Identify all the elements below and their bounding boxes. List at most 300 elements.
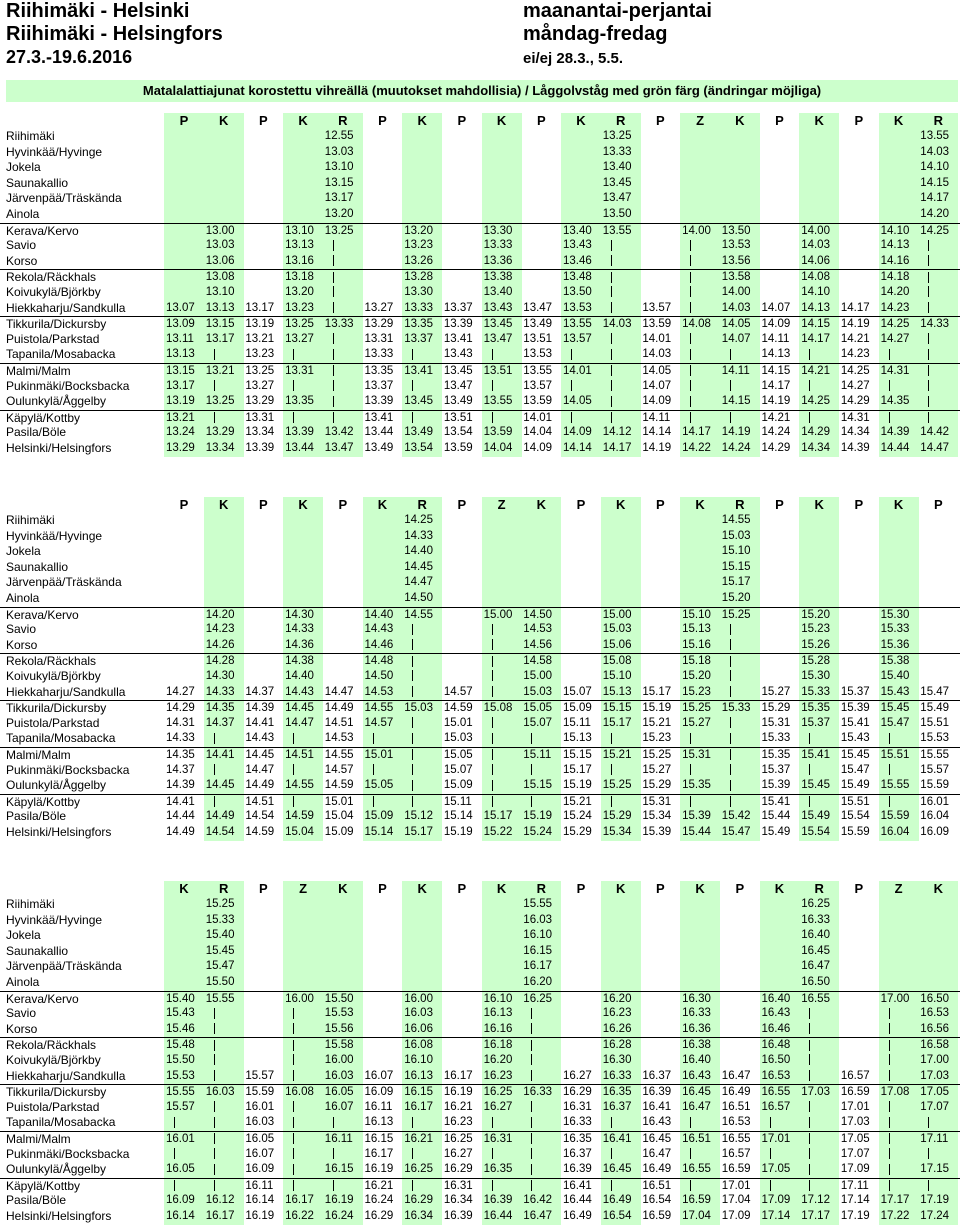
pass-through-mark [879,795,919,810]
departure-time [918,622,958,638]
departure-time: 15.17 [402,825,442,841]
pass-through-bar [770,1180,771,1191]
departure-time: 13.45 [402,394,442,410]
departure-time: 16.20 [482,1053,522,1069]
departure-time: 13.55 [523,365,553,377]
departure-time [839,254,879,270]
line-letter: K [283,497,323,513]
pass-through-mark [799,411,839,426]
pass-through-mark [283,731,323,747]
departure-time [839,608,879,623]
departure-time: 15.45 [879,701,919,716]
departure-time: 15.27 [642,763,672,776]
departure-time: 16.09 [164,1193,204,1209]
pass-through-bar [531,1117,532,1128]
departure-time [243,224,283,239]
departure-time: 16.54 [601,1209,641,1225]
departure-time [243,129,283,145]
departure-time [680,129,720,145]
departure-time [482,575,522,591]
departure-time: 14.07 [761,301,791,314]
departure-time: 14.03 [918,145,958,161]
station-name: Pasila/Böle [6,1193,67,1208]
departure-time: 16.33 [601,1069,641,1085]
pass-through-mark [323,411,363,426]
station-row [0,1069,960,1085]
departure-time [760,591,800,607]
departure-time: 12.55 [323,129,363,145]
departure-time [243,992,283,1007]
pass-through-bar [293,796,294,807]
departure-time: 15.47 [720,825,760,841]
departure-time: 16.55 [721,1133,751,1145]
departure-time: 15.41 [761,795,791,808]
departure-time [323,669,363,685]
departure-time [402,145,442,161]
departure-time: 15.35 [761,749,791,761]
departure-time: 15.33 [799,685,839,701]
departure-time: 15.17 [563,763,592,776]
pass-through-mark [601,285,641,301]
departure-time [521,513,561,529]
departure-time: 17.11 [918,1132,958,1147]
departure-time [760,575,800,591]
station-row [0,285,960,301]
departure-time: 14.17 [680,425,720,441]
departure-time: 16.31 [482,1132,522,1147]
departure-time [720,959,760,975]
pass-through-mark [799,1132,839,1147]
pass-through-bar [333,365,334,376]
pass-through-bar [889,1101,890,1112]
pass-through-bar [730,780,731,791]
pass-through-bar [690,333,691,344]
departure-time: 17.19 [840,1210,870,1222]
departure-time: 14.15 [918,176,958,192]
departure-time: 16.47 [642,1147,672,1160]
departure-time: 15.17 [642,685,672,698]
departure-time: 14.47 [918,441,958,457]
station-name: Hyvinkää/Hyvinge [6,912,103,927]
pass-through-bar [214,412,215,423]
line-letter: P [775,497,784,512]
departure-time [442,669,482,685]
departure-time: 15.51 [920,716,950,729]
departure-time [442,928,482,944]
departure-time: 13.50 [720,224,760,239]
departure-time [521,191,561,207]
departure-time: 15.40 [204,928,244,944]
departure-time: 14.13 [799,301,839,317]
pass-through-bar [333,240,334,251]
departure-time: 15.51 [879,748,919,763]
departure-time [918,575,958,591]
departure-time [640,285,680,301]
departure-time: 15.54 [799,825,839,841]
departure-time: 15.45 [799,778,839,794]
departure-time [640,529,680,545]
departure-time: 15.08 [482,701,522,716]
pass-through-mark [680,1147,720,1163]
departure-time [323,529,363,545]
departure-time: 13.45 [601,176,641,192]
departure-time: 15.11 [443,795,472,808]
departure-time: 15.15 [521,778,561,794]
departure-time [164,544,204,560]
departure-time: 13.41 [364,411,394,424]
line-letter: K [482,113,522,129]
departure-time: 14.33 [283,622,323,638]
pass-through-mark [521,1179,561,1194]
pass-through-bar [492,1117,493,1128]
line-letter: K [601,497,641,513]
departure-time: 14.55 [283,778,323,794]
departure-time: 15.11 [563,716,591,729]
departure-time: 15.01 [324,795,354,808]
pass-through-bar [293,1117,294,1128]
pass-through-bar [293,1023,294,1034]
departure-time: 16.43 [760,1006,800,1022]
departure-time [521,160,561,176]
departure-time [442,224,482,239]
pass-through-mark [283,1115,323,1131]
departure-time [601,928,641,944]
departure-time: 13.55 [601,224,641,239]
pass-through-bar [412,656,413,667]
pass-through-bar [531,764,532,775]
departure-time: 13.39 [443,318,473,331]
departure-time [601,575,641,591]
departure-time [363,1006,403,1022]
pass-through-mark [918,394,958,410]
departure-time [918,897,958,913]
departure-time: 14.24 [761,426,791,439]
departure-time: 13.50 [601,207,641,223]
pass-through-bar [293,733,294,744]
pass-through-mark [879,731,919,747]
station-name: Järvenpää/Träskända [6,959,122,974]
departure-time: 14.56 [521,638,561,654]
line-letter: R [402,497,442,513]
pass-through-bar [611,286,612,297]
departure-time [363,129,403,145]
departure-time [561,654,601,669]
departure-time: 16.07 [245,1147,275,1160]
departure-time [363,254,403,270]
departure-time: 14.03 [642,348,672,361]
departure-time: 14.10 [799,285,839,301]
departure-time: 13.29 [245,395,275,408]
departure-time: 14.22 [680,441,720,457]
pass-through-mark [323,254,363,270]
pass-through-mark [204,1022,244,1038]
departure-time: 16.37 [601,1100,641,1116]
departure-time [640,669,680,685]
departure-time: 17.09 [721,1210,751,1222]
departure-time: 16.45 [799,944,839,960]
pass-through-bar [214,1117,215,1128]
station-name: Pasila/Böle [6,425,67,440]
line-letter: P [854,881,864,896]
line-letter: K [204,497,244,513]
departure-time [640,608,680,623]
pass-through-bar [174,1148,175,1159]
departure-time [243,975,283,991]
departure-time: 15.25 [720,608,760,623]
departure-time [363,513,403,529]
departure-time [918,669,958,685]
departure-time: 14.33 [402,529,442,545]
departure-time: 14.45 [402,560,442,576]
pass-through-mark [521,1132,561,1147]
departure-time: 14.19 [720,425,760,441]
pass-through-bar [412,1180,413,1191]
pass-through-mark [680,411,720,426]
pass-through-mark [601,379,641,395]
pass-through-mark [918,364,958,379]
departure-time [799,191,839,207]
departure-time [839,529,879,545]
departure-time: 14.39 [879,425,919,441]
pass-through-mark [799,1115,839,1131]
station-row [0,825,960,841]
departure-time: 14.41 [204,748,244,763]
departure-time: 15.55 [521,897,561,913]
departure-time: 16.31 [443,1179,473,1192]
line-letter: K [799,497,839,513]
departure-time: 13.47 [601,191,641,207]
departure-time: 17.03 [840,1116,870,1129]
departure-time [680,575,720,591]
pass-through-mark [799,347,839,363]
departure-time [640,591,680,607]
departure-time [839,654,879,669]
line-letter: K [283,113,323,129]
departure-time [561,575,601,591]
departure-time [243,270,283,285]
pass-through-bar [809,733,810,744]
pass-through-bar [492,624,493,635]
departure-time: 14.39 [840,442,870,454]
departure-time: 13.49 [443,395,473,408]
departure-time: 14.05 [642,365,672,377]
departure-time: 16.20 [601,992,641,1007]
pass-through-bar [412,349,413,360]
station-name: Ainola [6,207,40,221]
departure-time [442,1006,482,1022]
line-letter: R [918,113,958,129]
pass-through-bar [611,240,612,251]
departure-time: 14.06 [799,254,839,270]
pass-through-mark [799,1162,839,1178]
pass-through-bar [214,349,215,360]
departure-time [164,513,204,529]
departure-time: 13.19 [164,394,204,410]
departure-time: 15.47 [840,763,870,776]
pass-through-mark [918,238,958,254]
departure-time: 13.23 [402,238,442,254]
pass-through-mark [918,1147,958,1163]
pass-through-bar [889,733,890,744]
departure-time [760,897,800,913]
pass-through-bar [611,733,612,744]
departure-time [164,224,204,239]
pass-through-mark [680,394,720,410]
departure-time [243,1022,283,1038]
departure-time [243,160,283,176]
pass-through-mark [799,795,839,810]
departure-time [363,544,403,560]
pass-through-mark [323,394,363,410]
departure-time: 15.42 [720,809,760,825]
departure-time: 13.47 [443,379,473,392]
departure-time: 14.38 [283,654,323,669]
departure-time: 14.37 [166,763,195,776]
departure-time [363,1022,403,1038]
departure-time: 16.07 [323,1100,363,1116]
station-row [0,1037,960,1053]
pass-through-bar [531,796,532,807]
departure-time: 14.20 [204,608,244,623]
departure-time: 14.05 [720,317,760,332]
departure-time [561,1038,601,1053]
departure-time: 14.01 [642,332,672,345]
departure-time [164,591,204,607]
departure-time [680,145,720,161]
departure-time [839,1006,879,1022]
pass-through-bar [889,1148,890,1159]
pass-through-bar [730,624,731,635]
departure-time: 16.47 [680,1100,720,1116]
station-row [0,913,960,929]
departure-time: 16.17 [204,1209,244,1225]
departure-time: 17.19 [918,1193,958,1209]
pass-through-mark [283,1162,323,1178]
station-row [0,191,960,207]
departure-time: 14.09 [642,395,672,408]
pass-through-mark [879,1006,919,1022]
station-name: Käpylä/Kottby [6,1178,81,1193]
departure-time: 16.59 [721,1163,751,1176]
departure-time [283,913,323,929]
departure-time: 15.14 [443,810,473,823]
departure-time: 14.15 [761,365,791,377]
pass-through-mark [918,379,958,395]
pass-through-mark [283,1132,323,1147]
departure-time: 13.56 [720,254,760,270]
departure-time [521,591,561,607]
departure-time: 15.10 [601,669,641,685]
departure-time [561,913,601,929]
departure-time [561,638,601,654]
departure-time: 15.49 [761,826,791,838]
departure-time: 16.00 [402,992,442,1007]
pass-through-bar [928,365,929,376]
pass-through-bar [492,1180,493,1191]
departure-time: 15.24 [521,825,561,841]
departure-time: 14.40 [402,544,442,560]
departure-time: 17.01 [760,1132,800,1147]
departure-time: 14.00 [720,285,760,301]
departure-time [482,191,522,207]
departure-time [442,191,482,207]
pass-through-mark [482,731,522,747]
pass-through-mark [482,622,522,638]
station-name: Jokela [6,928,41,943]
departure-time: 14.59 [245,826,275,838]
departure-time [521,254,561,270]
departure-time: 17.15 [918,1162,958,1178]
pass-through-bar [492,349,493,360]
departure-time [640,207,680,223]
departure-time: 15.07 [443,763,473,776]
departure-time: 16.45 [680,1085,720,1100]
departure-time: 15.19 [443,826,473,838]
pass-through-bar [611,333,612,344]
departure-time: 13.23 [283,301,323,317]
departure-time: 15.25 [601,778,641,794]
departure-time [323,513,363,529]
station-name: Saunakallio [6,559,69,574]
departure-time: 16.40 [680,1053,720,1069]
pass-through-bar [730,639,731,650]
departure-time: 16.50 [918,992,958,1007]
departure-time: 13.33 [323,317,363,332]
departure-time: 14.27 [879,332,919,348]
departure-time: 15.06 [601,638,641,654]
pass-through-mark [799,1147,839,1163]
departure-time: 16.18 [482,1038,522,1053]
pass-through-mark [879,347,919,363]
departure-time: 15.03 [402,701,442,716]
departure-time [839,544,879,560]
departure-time [402,944,442,960]
departure-time: 14.13 [879,238,919,254]
departure-time [839,270,879,285]
departure-time: 13.29 [204,425,244,441]
departure-time [521,207,561,223]
departure-time: 16.59 [642,1210,672,1222]
station-row [0,1147,960,1163]
departure-time: 14.58 [521,654,561,669]
departure-time: 15.00 [601,608,641,623]
departure-time [243,622,283,638]
departure-time: 14.41 [166,795,195,808]
station-name: Jokela [6,160,41,175]
departure-time: 14.54 [245,810,275,823]
departure-time: 14.10 [918,160,958,176]
departure-time: 14.46 [363,638,403,654]
departure-time: 14.21 [840,332,870,345]
pass-through-bar [214,1040,215,1051]
departure-time: 16.44 [482,1209,522,1225]
station-row [0,160,960,176]
pass-through-bar [214,796,215,807]
station-name: Tikkurila/Dickursby [6,317,107,332]
departure-time [363,944,403,960]
departure-time [640,1006,680,1022]
line-letter: P [457,113,467,128]
departure-time [760,544,800,560]
departure-time: 13.39 [283,425,323,441]
departure-time: 16.49 [721,1086,751,1099]
departure-time [561,928,601,944]
pass-through-bar [889,1040,890,1051]
departure-time [839,1053,879,1069]
departure-time: 16.33 [521,1085,561,1100]
pass-through-mark [680,795,720,810]
station-row [0,410,960,426]
